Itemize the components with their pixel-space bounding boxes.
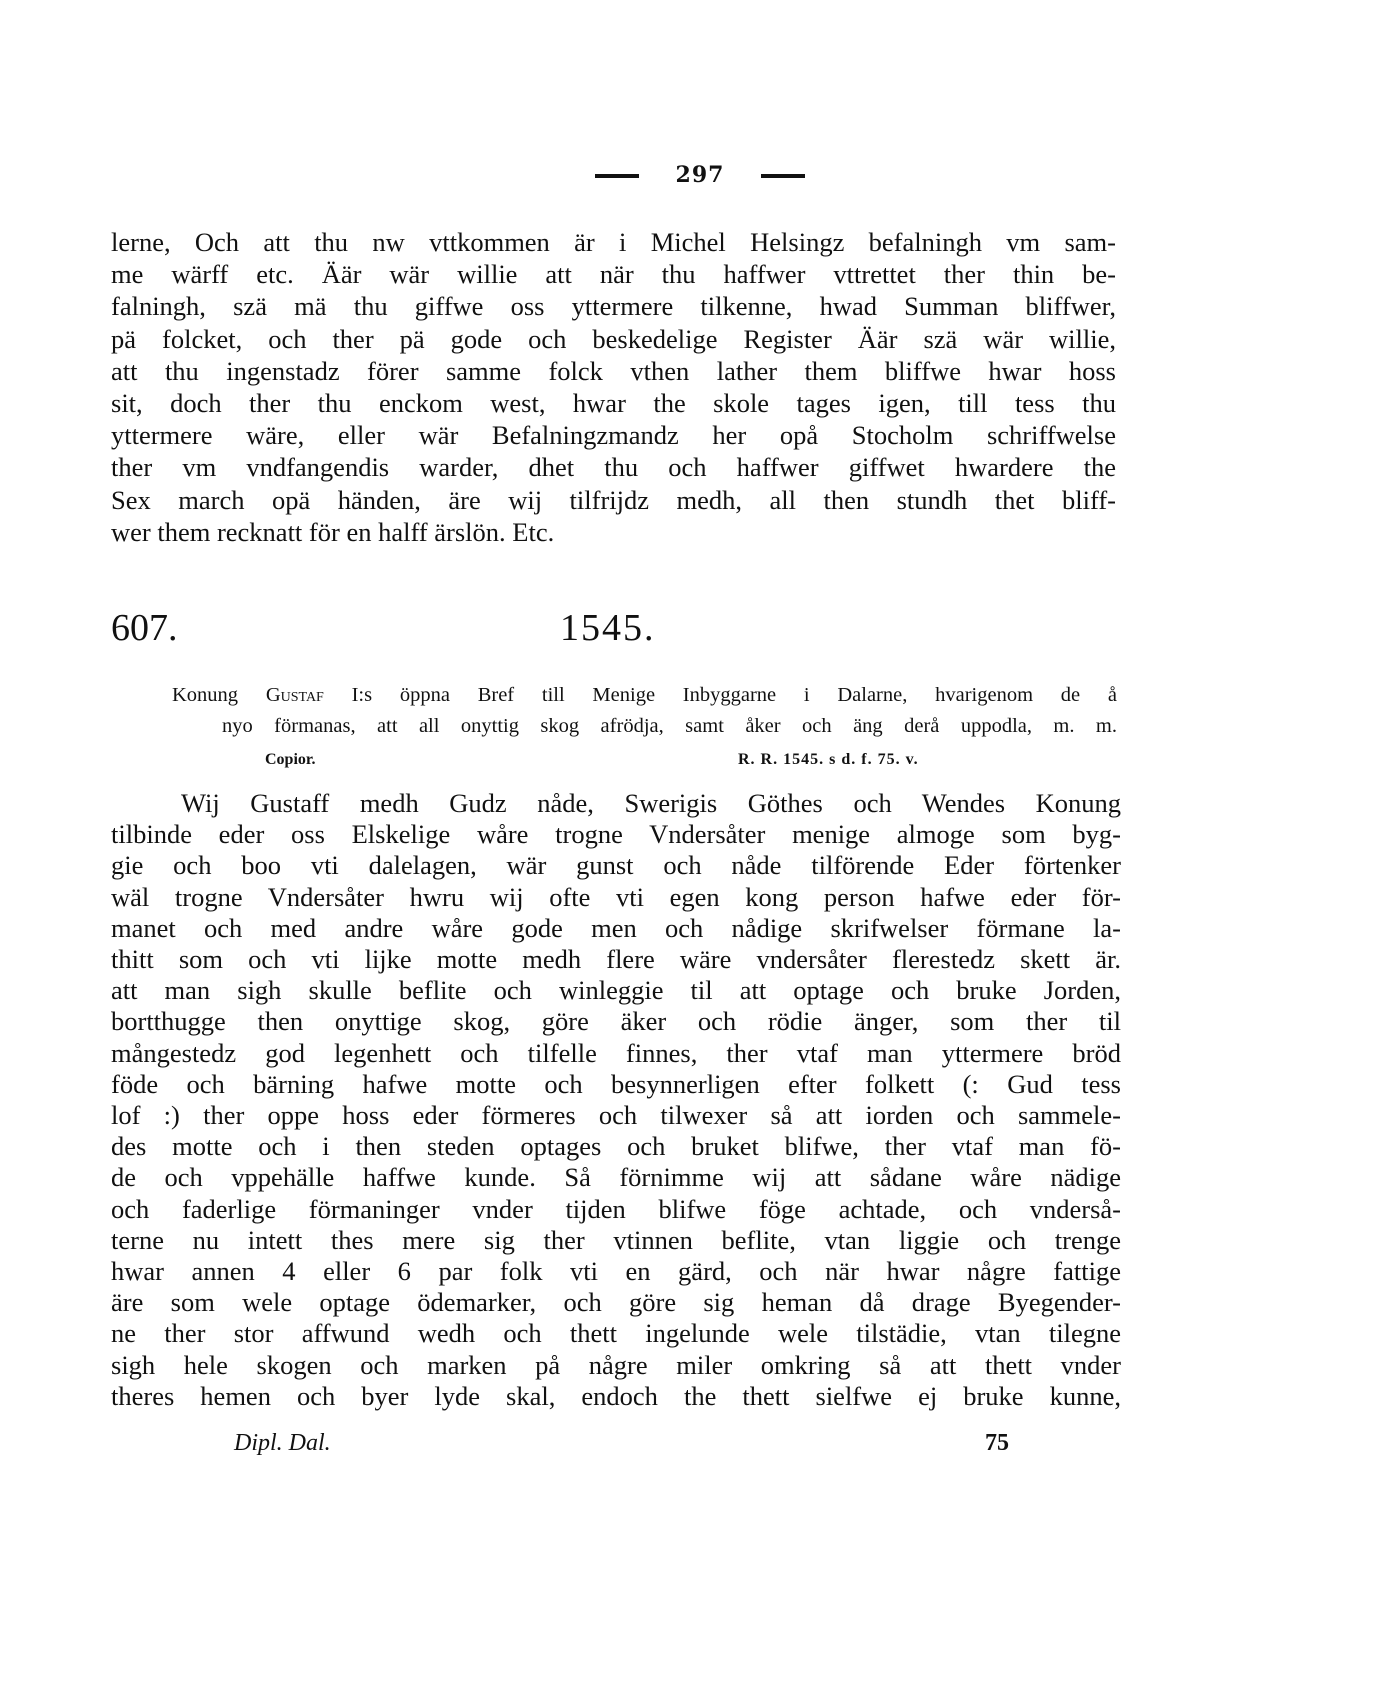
text-line: falningh, szä mä thu giffwe oss yttermere tilkenne, hwad Summan bliffwer,	[111, 291, 1116, 322]
page-header	[0, 162, 1400, 188]
text-line: lerne, Och att thu nw vttkommen är i Michel Helsingz befalningh vm sam-	[111, 227, 1116, 257]
archive-reference: R. R. 1545. s d. f. 75. v.	[738, 751, 919, 768]
document-body	[111, 788, 1121, 1412]
summary-prefix: Konung	[172, 684, 266, 706]
text-line: me wärff etc. Äär wär willie att när thu haffwer vttrettet ther thin be-	[111, 259, 1116, 290]
body-line: terne nu intett thes mere sig ther vtinnen beflite, vtan liggie och trenge	[111, 1224, 1121, 1255]
body-line: äre som wele optage ödemarker, och göre sig heman då drage Byegender-	[111, 1287, 1121, 1318]
body-line: theres hemen och byer lyde skal, endoch the thett sielfwe ej bruke kunne,	[111, 1380, 1121, 1411]
body-line: lof :) ther oppe hoss eder förmeres och tilwexer så att iorden och sammele-	[111, 1100, 1121, 1131]
summary-line-rest: I:s öppna Bref till Menige Inbyggarne i Dalarne, hvarigenom de å	[323, 684, 1117, 706]
body-line: hwar annen 4 eller 6 par folk vti en gärd, och när hwar någre fattige	[111, 1256, 1121, 1287]
body-line: tilbinde eder oss Elskelige wåre trogne Vndersåter menige almoge som byg-	[111, 819, 1121, 850]
body-line: föde och bärning hafwe motte och besynnerligen efter folkett (: Gud tess	[111, 1068, 1121, 1099]
summary-line: nyo förmanas, att all onyttig skog afrödja, samt åker och äng derå uppodla, m. m.	[222, 715, 1117, 737]
body-line: de och vppehälle haffwe kunde. Så förnimme wij att sådane wåre nädige	[111, 1162, 1121, 1193]
king-name: Gustaf	[265, 684, 324, 706]
text-line: sit, doch ther thu enckom west, hwar the skole tages igen, till tess thu	[111, 388, 1116, 419]
document-summary	[172, 680, 1117, 742]
body-line: des motte och i then steden optages och bruket blifwe, ther vtaf man fö-	[111, 1131, 1121, 1162]
previous-document-text	[111, 226, 1116, 548]
text-line: Sex march opä händen, äre wij tilfrijdz medh, all then stundh thet bliff-	[111, 484, 1116, 515]
body-line: ne ther stor affwund wedh och thett ingelunde wele tilstädie, vtan tilegne	[111, 1318, 1121, 1349]
document-number: 607.	[111, 607, 178, 649]
body-line: och faderlige förmaninger vnder tijden blifwe föge achtade, och vnderså-	[111, 1193, 1121, 1224]
text-line: yttermere wäre, eller wär Befalningzmandz her opå Stocholm schriffwelse	[111, 420, 1116, 451]
page-number: 297	[675, 162, 725, 188]
text-line: pä folcket, och ther pä gode och beskedelige Register Äär szä wär willie,	[111, 323, 1116, 354]
body-line: Wij Gustaff medh Gudz nåde, Swerigis Göthes och Wendes Konung	[181, 788, 1121, 818]
body-line: mångestedz god legenhett och tilfelle finnes, ther vtaf man yttermere bröd	[111, 1037, 1121, 1068]
text-line: ther vm vndfangendis warder, dhet thu och haffwer giffwet hwardere the	[111, 452, 1116, 483]
footer-sheet-number: 75	[985, 1430, 1009, 1456]
body-line: gie och boo vti dalelagen, wär gunst och nåde tilförende Eder förtenker	[111, 850, 1121, 881]
header-dash-left	[595, 174, 639, 178]
body-line: sigh hele skogen och marken på någre miler omkring så att thett vnder	[111, 1349, 1121, 1380]
body-line: wäl trogne Vndersåter hwru wij ofte vti egen kong person hafwe eder för-	[111, 881, 1121, 912]
body-line: thitt som och vti lijke motte medh flere wäre vndersåter flerestedz skett är.	[111, 944, 1121, 975]
body-line: manet och med andre wåre gode men och nådige skrifwelser förmane la-	[111, 912, 1121, 943]
body-line: bortthugge then onyttige skog, göre äker och rödie änger, som ther til	[111, 1006, 1121, 1037]
source-note: Copior.	[265, 751, 316, 768]
text-line: att thu ingenstadz förer samme folck vthen lather them bliffwe hwar hoss	[111, 355, 1116, 386]
summary-line	[172, 680, 1117, 711]
header-dash-right	[761, 174, 805, 178]
footer-signature: Dipl. Dal.	[234, 1430, 331, 1456]
body-line: att man sigh skulle beflite och winleggie til att optage och bruke Jorden,	[111, 975, 1121, 1006]
text-line: wer them recknatt för en halff ärslön. Etc.	[111, 516, 555, 547]
document-year: 1545.	[560, 607, 656, 649]
